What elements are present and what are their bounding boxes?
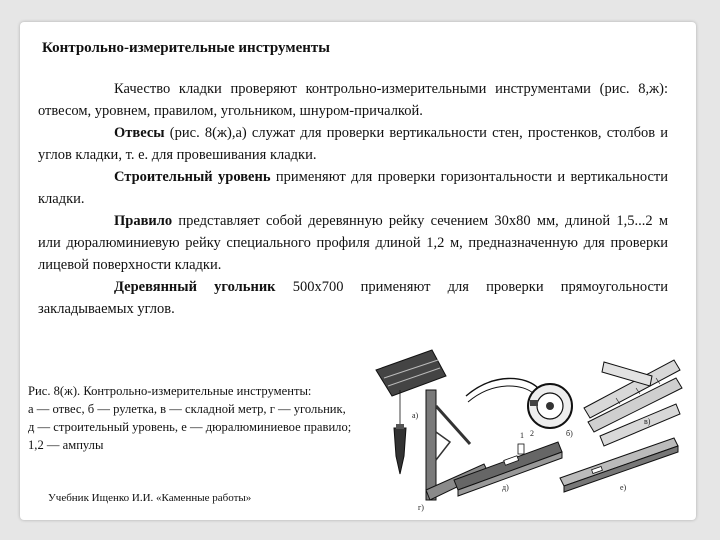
label-ampoule-1: 1: [520, 431, 524, 440]
folding-meter-drawing: [584, 360, 682, 446]
term-rule: Правило: [114, 213, 173, 229]
instruments-illustration: [354, 332, 684, 512]
source-reference: Учебник Ищенко И.И. «Каменные работы»: [48, 492, 252, 504]
body-text: [38, 78, 668, 320]
slide: [20, 22, 696, 520]
label-a: а): [412, 411, 419, 420]
rule-text: представляет собой деревянную рейку сечением 30х80 мм, длиной 1,5...2 м или дюралюминиевую рейку специального профиля длиной 1,2 м, предназначенную для проверки лицевой поверхности кладки.: [38, 213, 668, 273]
term-plumb: Отвесы: [114, 125, 165, 141]
paragraph-intro: Качество кладки проверяют контрольно-измерительными инструментами (рис. 8,ж): отвесом, уровнем, правилом, угольником, шнуром-причалкой.: [38, 81, 668, 119]
paragraph-level: [38, 166, 668, 210]
label-g: г): [418, 503, 424, 512]
paragraph-plumb: [38, 122, 668, 166]
label-d: д): [502, 483, 509, 492]
paragraph-square: [38, 276, 668, 320]
tape-measure-drawing: [466, 378, 572, 428]
paragraph-rule: [38, 210, 668, 276]
caption-title: Рис. 8(ж). Контрольно-измерительные инструменты:: [28, 384, 312, 398]
level-text: применяют для проверки горизонтальности и вертикальности кладки.: [38, 169, 668, 207]
square-text: 500х700 применяют для проверки прямоугольности закладываемых углов.: [38, 279, 668, 317]
caption-legend: а — отвес, б — рулетка, в — складной метр, г — угольник, д — строительный уровень, е — дюралюминиевое правило; 1,2 — ампулы: [28, 402, 352, 452]
page-title: Контрольно-измерительные инструменты: [42, 40, 330, 56]
term-level: Строительный уровень: [114, 169, 271, 185]
label-v: в): [644, 417, 651, 426]
label-ampoule-2: 2: [530, 429, 534, 438]
plumb-text: (рис. 8(ж),а) служат для проверки вертикальности стен, простенков, столбов и углов кладки, т. е. для провешивания кладки.: [38, 125, 668, 163]
label-b: б): [566, 429, 573, 438]
aluminium-rule-drawing: [560, 438, 678, 492]
label-e: е): [620, 483, 627, 492]
term-square: Деревянный угольник: [114, 279, 276, 295]
figure-caption: [28, 382, 353, 454]
